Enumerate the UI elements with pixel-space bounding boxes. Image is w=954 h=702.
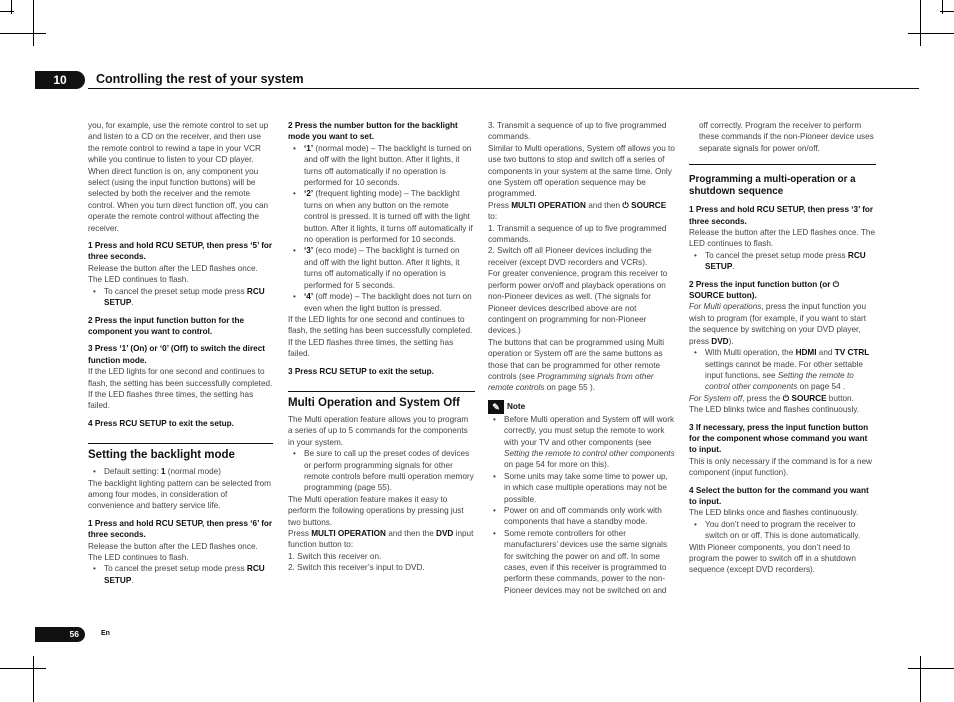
step-heading: 3 Press ‘1’ (On) or ‘0’ (Off) to switch the direct function mode. xyxy=(88,344,265,365)
bullet-item xyxy=(288,291,475,314)
step-text: The LED blinks once and flashes continuously. xyxy=(689,508,859,518)
crop-mark xyxy=(33,656,34,702)
paragraph: With Pioneer components, you don’t need to program the power to switch off in a shutdown sequence (except DVD recorders). xyxy=(689,542,856,575)
step-text: Release the button after the LED flashes once. The LED continues to flash. xyxy=(88,263,258,285)
step-text: If the LED lights for one second and continues to flash, the setting has been successfully completed. xyxy=(88,367,273,388)
bullet-item: • To cancel the preset setup mode press RCU SETUP. xyxy=(88,286,273,309)
step-text: Release the button after the LED flashes once. The LED continues to flash. xyxy=(88,541,258,562)
bullet-item: • Be sure to call up the preset codes of devices or perform programming signals for other remote controls before multi operation memory programming (page 55). xyxy=(288,448,475,494)
step-heading: 2 Press the number button for the backlight mode you want to set. xyxy=(288,121,458,142)
bullet-text: Default setting: xyxy=(104,467,161,477)
paragraph: If the LED lights for one second and continues to flash, the setting has been successfully completed. xyxy=(288,314,473,336)
cross-reference: Setting the remote to control other components xyxy=(705,370,854,392)
section-title: Programming a multi-operation or a shutdown sequence xyxy=(689,164,876,198)
bullet-item: • Power on and off commands only work with components that have a standby mode. xyxy=(488,505,675,528)
bullet-text: To cancel the preset setup mode press xyxy=(705,250,848,260)
bullet-text: To cancel the preset setup mode press xyxy=(104,564,247,574)
bullet-item xyxy=(488,414,675,471)
page-number: 56 xyxy=(35,627,85,642)
step-heading: 1 Press and hold RCU SETUP, then press ‘6’ for three seconds. xyxy=(88,518,273,540)
crop-mark xyxy=(33,0,34,46)
key-label: RCU SETUP xyxy=(705,250,866,272)
paragraph-text: Press xyxy=(488,200,512,210)
chapter-title: Controlling the rest of your system xyxy=(96,72,304,86)
list-item: 2. Switch this receiver’s input to DVD. xyxy=(288,563,425,573)
crop-mark xyxy=(920,0,921,46)
bullet-item: • To cancel the preset setup mode press RCU SETUP. xyxy=(88,563,273,586)
bullet-item xyxy=(288,188,475,245)
list-item: 1. Switch this receiver on. xyxy=(288,551,382,561)
crop-mark xyxy=(908,33,954,34)
paragraph: The LED blinks twice and flashes continuously. xyxy=(689,405,860,415)
paragraph-text: Press xyxy=(288,529,312,538)
chapter-number: 10 xyxy=(35,71,85,89)
key-label: DVD xyxy=(711,336,729,346)
paragraph: The Multi operation feature makes it easy to perform the following operations by pressing just two buttons. xyxy=(288,494,464,527)
bullet-item: • To cancel the preset setup mode press RCU SETUP. xyxy=(689,250,876,273)
bullet-text: on page 54 for more on this). xyxy=(504,460,610,470)
bullet-item: • Some remote controllers for other manufacturers’ devices use the same signals for switching the power on and off. In some cases, even if this receiver is programmed to perform these commands, power to the non-Pioneer devices may not be switched on and xyxy=(488,528,675,596)
bullet-text: on page 54 . xyxy=(797,382,846,392)
paragraph-text: , press the xyxy=(742,393,783,403)
step-text: This is only necessary if the command is for a new component (input function). xyxy=(689,456,872,478)
paragraph-text: to: xyxy=(488,212,498,222)
column-1 xyxy=(88,120,273,586)
paragraph: The Multi operation feature allows you to program a series of up to 5 commands for the components in your system. xyxy=(288,414,469,447)
list-item: 1. Transmit a sequence of up to five programmed commands. xyxy=(488,223,667,245)
pencil-note-icon: ✎ xyxy=(488,400,504,414)
cross-reference: Programming signals from other remote controls xyxy=(488,371,654,393)
crop-mark xyxy=(11,0,12,14)
paragraph: you, for example, use the remote control to set up and listen to a CD on the receiver, and then use the remote control to rewind a tape in your VCR while you continue to listen to your CD player. xyxy=(88,121,269,165)
step-heading: 2 Press the input function button for the component you want to control. xyxy=(88,315,245,336)
key-label: 1 xyxy=(160,467,166,477)
key-label: RCU SETUP xyxy=(104,286,265,308)
bullet-text: To cancel the preset setup mode press xyxy=(104,286,247,296)
column-2 xyxy=(288,120,475,574)
step-heading: 3 If necessary, press the input function button for the component whose command you want to input. xyxy=(689,422,869,455)
step-heading: 1 Press and hold RCU SETUP, then press ‘3’ for three seconds. xyxy=(689,205,874,226)
section-title: Multi Operation and System Off xyxy=(288,391,475,410)
bullet-text: settings cannot be made. For other settable input functions, see xyxy=(705,359,863,380)
paragraph: off correctly. Program the receiver to perform these commands if the non-Pioneer device uses separate signals for power on/off. xyxy=(699,121,874,153)
column-3 xyxy=(488,120,675,596)
bullet-text: (off mode) – The backlight does not turn on even when the light button is pressed. xyxy=(304,292,472,313)
key-label: MULTI OPERATION xyxy=(511,200,586,210)
paragraph-text: and then the xyxy=(385,529,437,538)
paragraph: When direct function is on, any component you select (using the input function buttons) will be selected by both the receiver and the remote control. When you turn direct function off, you can operate the remote control without affecting the receiver. xyxy=(88,166,269,233)
bullet-text: Before Multi operation and System off will work correctly, you must setup the remote to work with your TV and other components (see xyxy=(504,414,675,447)
cross-reference: Setting the remote to control other components xyxy=(504,448,675,458)
bullet-item xyxy=(88,466,273,477)
bullet-text: (normal mode) – The backlight is turned on and off with the light button. After it lights, it turns off automatically if no operation is performed for 10 seconds. xyxy=(304,143,472,188)
paragraph-text: on page 55 ). xyxy=(544,383,595,393)
step-heading: 3 Press RCU SETUP to exit the setup. xyxy=(288,366,434,376)
step-text: Release the button after the LED flashes once. The LED continues to flash. xyxy=(689,228,876,249)
paragraph xyxy=(488,200,675,223)
key-label: HDMI xyxy=(795,348,817,358)
list-item: 3. Transmit a sequence of up to five programmed commands. xyxy=(488,121,667,142)
crop-mark xyxy=(908,668,954,669)
step-heading: 1 Press and hold RCU SETUP, then press ‘5’ for three seconds. xyxy=(88,241,273,262)
bullet-item xyxy=(288,143,475,189)
paragraph-text: , press the input function you wish to program (for example, if you want to start the sequence by switching on your DVD player, press xyxy=(689,302,867,346)
italic-lead: For System off xyxy=(689,393,743,403)
bullet-text: With Multi operation, the xyxy=(705,348,796,358)
key-label: RCU SETUP xyxy=(104,564,265,585)
step-heading: 4 Press RCU SETUP to exit the setup. xyxy=(88,418,234,428)
step-heading: 2 Press the input function button (or ⏻ SOURCE button). xyxy=(689,279,840,301)
crop-mark xyxy=(920,656,921,702)
note-heading xyxy=(488,400,675,414)
list-item: 2. Switch off all Pioneer devices including the receiver (except DVD recorders and VCRs). xyxy=(488,246,652,267)
paragraph xyxy=(488,337,675,394)
crop-mark xyxy=(0,33,46,34)
paragraph-text: button. xyxy=(826,393,854,403)
bullet-text: (eco mode) – The backlight is turned on and off with the light button. After it lights, it turns off automatically if no operation is performed for 5 seconds. xyxy=(304,246,460,290)
paragraph-text: ). xyxy=(728,336,734,346)
key-label: TV CTRL xyxy=(834,348,870,358)
paragraph xyxy=(689,301,876,347)
step-text: If the LED flashes three times, the setting has failed. xyxy=(88,389,254,411)
key-label: ‘1’ xyxy=(304,143,314,153)
key-label: ‘4’ xyxy=(304,292,314,302)
bullet-item: • Some units may take some time to power up, in which case multiple operations may not be possible. xyxy=(488,471,675,505)
crop-mark xyxy=(0,668,46,669)
key-label: ‘3’ xyxy=(304,246,314,256)
italic-lead: For Multi operations xyxy=(689,302,762,312)
paragraph: The backlight lighting pattern can be selected from among four modes, in consideration of convenience and battery service life. xyxy=(88,478,271,511)
column-4 xyxy=(689,120,876,576)
header-divider xyxy=(88,88,919,89)
key-label: MULTI OPERATION xyxy=(311,529,386,538)
bullet-item xyxy=(689,347,876,393)
note-label: Note xyxy=(507,402,526,412)
key-label: ⏻ SOURCE xyxy=(622,200,667,210)
paragraph: For greater convenience, program this receiver to perform power on/off and playback operations on non-Pioneer devices as well. (The signals for Pioneer devices described above are not contingent on programming for non-Pioneer devices.) xyxy=(488,269,668,336)
language-code: En xyxy=(101,630,110,637)
key-label: ⏻ SOURCE xyxy=(782,393,827,403)
step-heading: 4 Select the button for the command you want to input. xyxy=(689,485,869,506)
paragraph-text: input function button to: xyxy=(288,529,474,550)
bullet-text: (normal mode) xyxy=(165,467,221,477)
bullet-text: and xyxy=(816,348,835,358)
paragraph: If the LED flashes three times, the setting has failed. xyxy=(288,337,454,359)
bullet-item: • You don’t need to program the receiver to switch on or off. This is done automatically. xyxy=(689,519,876,542)
crop-mark xyxy=(942,0,943,14)
paragraph-text: and then xyxy=(585,200,623,210)
key-label: DVD xyxy=(436,529,454,538)
key-label: ‘2’ xyxy=(304,189,314,199)
paragraph-text: The buttons that can be programmed using Multi operation or System off are the same buttons as those that can be programmed for other remote controls (see xyxy=(488,337,665,381)
paragraph xyxy=(288,528,475,551)
bullet-item xyxy=(288,245,475,291)
bullet-text: (frequent lighting mode) – The backlight turns on when any button on the remote control is pressed. It is turned off with the light button. After it lights, it turns off automatically if no operation is performed for 10 seconds. xyxy=(304,189,473,245)
paragraph: Similar to Multi operations, System off allows you to use two buttons to stop and switch off a series of components in your system at the same time. Only one System off operation sequence may be programmed. xyxy=(488,143,675,199)
section-title: Setting the backlight mode xyxy=(88,443,273,462)
paragraph xyxy=(689,393,876,404)
